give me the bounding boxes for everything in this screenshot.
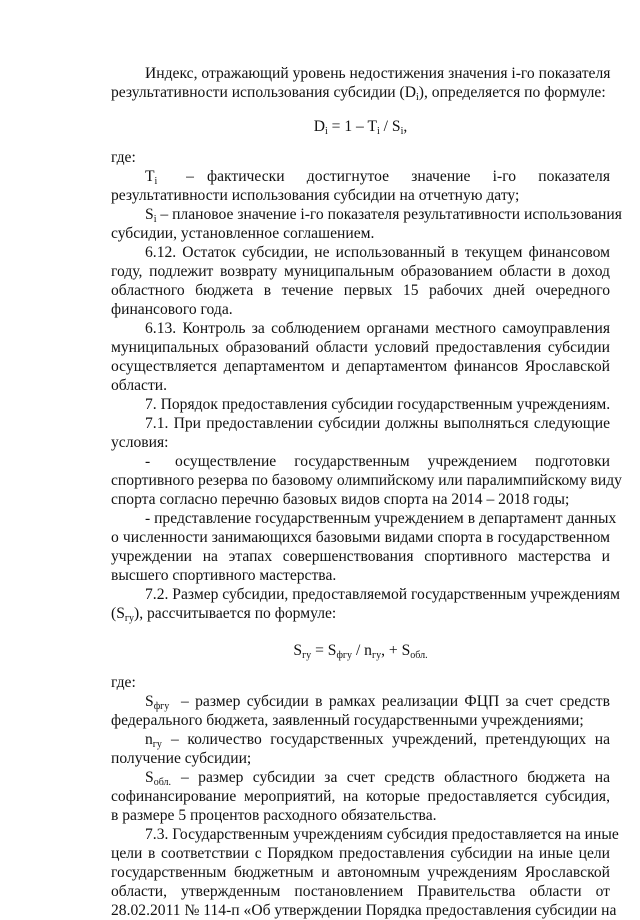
paragraph-line: Индекс, отражающий уровень недостижения значения i-го показателя [145,65,611,82]
paragraph-line: муниципальных образований области условий предоставления субсидии [111,339,610,356]
definition-line: $S_{обл.}$ – размер субсидии за счет средств областного бюджета на [145,769,610,788]
paragraph-line: о численности занимающихся базовыми видами спорта в государственном [111,529,610,546]
where-label: где: [111,674,136,691]
definition-line: $S_{фгу}$ – размер субсидии в рамках реализации ФЦП за счет средств [145,693,610,712]
definition-line: $n_{гу}$ – количество государственных учреждений, претендующих на [145,731,610,750]
list-item-line: - представление государственным учреждением в департамент данных [145,510,617,527]
formula-d: $D_i = 1 - T_i / S_i$, [313,118,408,137]
where-label: где: [111,149,136,166]
paragraph-line: результативности использования субсидии на отчетную дату; [111,187,520,204]
definition-line: $S_i$ – плановое значение i-го показателя результативности использования [145,206,622,225]
paragraph-line: результативности использования субсидии $(D_i)$, определяется по формуле: [111,84,606,103]
section-heading: 7. Порядок предоставления субсидии государственным учреждениям. [145,396,611,413]
paragraph-line: получение субсидии; [111,750,252,767]
paragraph-line: субсидии, установленное соглашением. [111,225,375,242]
paragraph-line: учреждении на этапах совершенствования спортивного мастерства и [111,548,610,565]
paragraph-line: софинансирование мероприятий, на которые предоставляется субсидия, [111,788,610,805]
paragraph-line: в размере 5 процентов расходного обязательства. [111,807,437,824]
paragraph-line: 7.2. Размер субсидии, предоставляемой государственным учреждениям [145,586,620,603]
paragraph-line: осуществляется департаментом и департаментом финансов Ярославской [111,358,610,375]
paragraph-line: области, утвержденным постановлением Правительства области от [111,883,610,900]
formula-s: $S_{гу} = S_{фгу} / n_{гу}$, + $S_{обл.}$ [293,642,428,661]
paragraph-line: 28.02.2011 № 114-п «Об утверждении Порядка предоставления субсидии на [111,902,617,919]
definition-line: $T_i$ – фактически достигнутое значение i-го показателя [145,168,610,187]
paragraph-line: спортивного резерва по базовому олимпийскому или паралимпийскому виду [111,472,622,489]
paragraph-line: году, подлежит возврату муниципальным образованием области в доход [111,263,610,280]
paragraph-line: спорта согласно перечню базовых видов спорта на 2014 – 2018 годы; [111,491,570,508]
paragraph-line: 7.1. При предоставлении субсидии должны выполняться следующие [145,415,610,432]
paragraph-line: финансового года. [111,301,233,318]
paragraph-line: цели в соответствии с Порядком предоставления субсидии на иные цели [111,845,610,862]
paragraph-line: областного бюджета в течение первых 15 рабочих дней очередного [111,282,610,299]
paragraph-line: $(S_{гу})$, рассчитывается по формуле: [111,605,337,624]
paragraph-line: области. [111,377,168,394]
paragraph-line: федерального бюджета, заявленный государственными учреждениями; [111,712,584,729]
paragraph-line: высшего спортивного мастерства. [111,567,337,584]
list-item-line: - осуществление государственным учреждением подготовки [145,453,610,470]
paragraph-line: 7.3. Государственным учреждениям субсидия предоставляется на иные [145,826,619,843]
paragraph-line: условия: [111,434,169,451]
paragraph-line: 6.13. Контроль за соблюдением органами местного самоуправления [145,320,610,337]
paragraph-line: государственным бюджетным и автономным учреждениям Ярославской [111,864,610,881]
paragraph-line: 6.12. Остаток субсидии, не использованный в текущем финансовом [145,244,610,261]
